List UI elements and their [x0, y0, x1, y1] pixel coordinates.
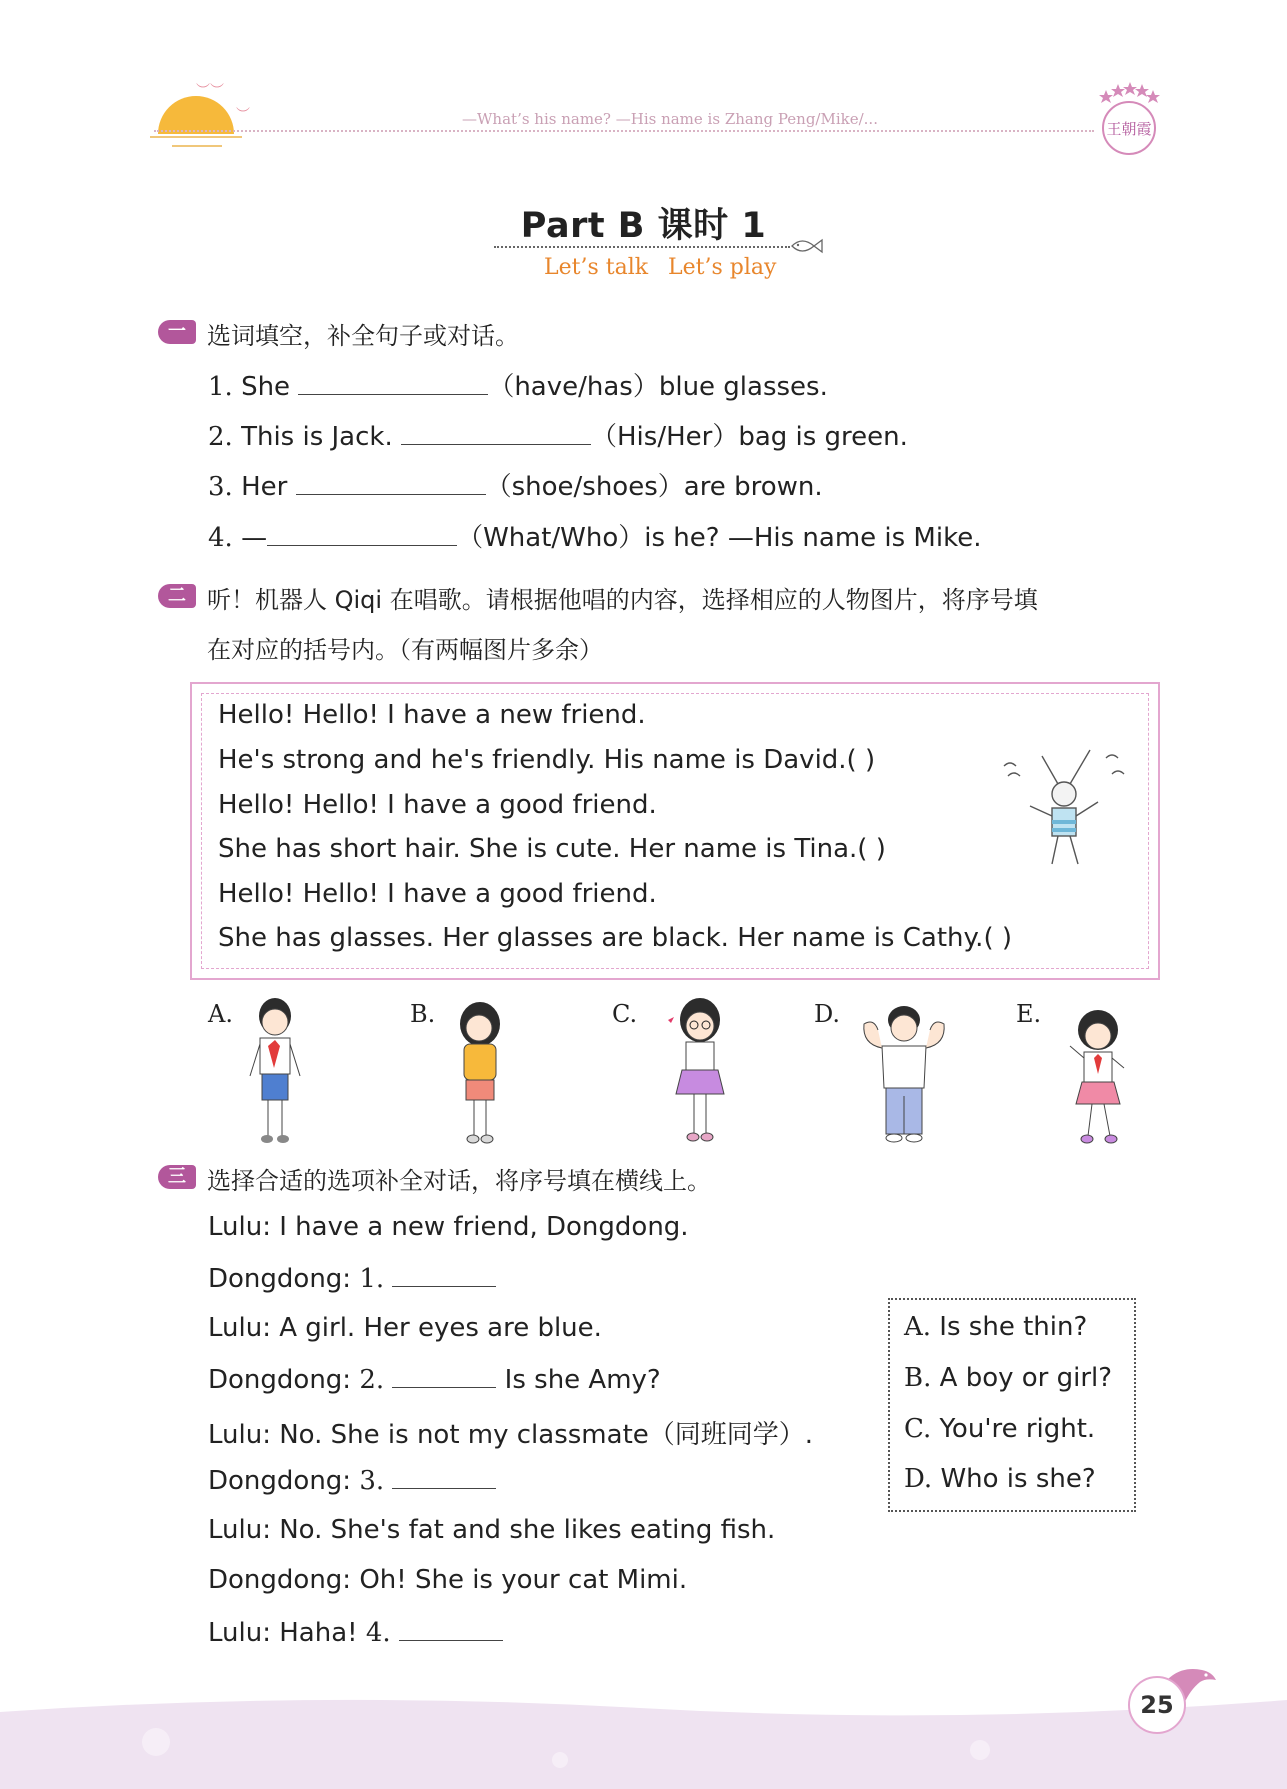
section-badge-3: 三 — [158, 1165, 196, 1189]
sun-horizon-line — [172, 145, 222, 147]
answer-blank[interactable] — [399, 1616, 503, 1641]
question-2: 2. This is Jack. （His/Her）bag is green. — [208, 422, 908, 452]
song-line: She has short hair. She is cute. Her name is Tina.( ) — [218, 834, 886, 864]
option-a: A. Is she thin? — [904, 1312, 1088, 1342]
strong-boy-figure-d-icon — [852, 1000, 956, 1148]
section-badge-1: 一 — [158, 320, 196, 344]
figure-label-d: D. — [814, 1000, 841, 1028]
page-title: Part B 课时 1 — [520, 206, 767, 246]
answer-blank[interactable] — [401, 420, 591, 445]
subtitle-lets-play: Let’s play — [668, 255, 777, 280]
girl-figure-e-icon — [1062, 1006, 1134, 1148]
section2-instruction-line2: 在对应的括号内。（有两幅图片多余） — [207, 636, 603, 664]
answer-blank[interactable] — [298, 370, 488, 395]
figure-label-b: B. — [410, 1000, 436, 1028]
song-line: She has glasses. Her glasses are black. Her name is Cathy.( ) — [218, 923, 1012, 953]
header-divider — [154, 130, 1094, 132]
song-line: Hello! Hello! I have a good friend. — [218, 879, 657, 909]
dialogue-line: Lulu: A girl. Her eyes are blue. — [208, 1313, 602, 1343]
dialogue-line-blank-2: Dongdong: 2. Is she Amy? — [208, 1365, 661, 1395]
dialogue-line-blank-1: Dongdong: 1. — [208, 1262, 496, 1294]
figure-label-c: C. — [612, 1000, 638, 1028]
page-number: 25 — [1128, 1676, 1186, 1734]
girl-figure-c-icon — [662, 994, 736, 1148]
figure-label-e: E. — [1016, 1000, 1042, 1028]
title-divider — [494, 246, 790, 248]
answer-blank[interactable] — [392, 1464, 496, 1489]
section2-instruction-line1: 听！机器人 Qiqi 在唱歌。请根据他唱的内容，选择相应的人物图片，将序号填 — [207, 586, 1038, 614]
option-d: D. Who is she? — [904, 1464, 1096, 1494]
question-4: 4. — （What/Who）is he? —His name is Mike. — [208, 523, 982, 553]
song-line: Hello! Hello! I have a good friend. — [218, 790, 657, 820]
answer-blank[interactable] — [296, 470, 486, 495]
sun-horizon-line — [150, 136, 242, 138]
dialogue-line-blank-3: Dongdong: 3. — [208, 1464, 496, 1496]
footer-wave — [0, 1690, 1287, 1789]
answer-blank[interactable] — [267, 521, 457, 546]
question-1: 1. She （have/has）blue glasses. — [208, 372, 828, 402]
figure-label-a: A. — [208, 1000, 233, 1028]
song-line: Hello! Hello! I have a new friend. — [218, 700, 646, 730]
song-line: He's strong and he's friendly. His name is David.( ) — [218, 745, 876, 775]
boy-figure-a-icon — [240, 994, 310, 1146]
answer-blank[interactable] — [392, 1363, 496, 1388]
bird-icon: ︶︶ — [196, 83, 224, 99]
dialogue-line: Dongdong: Oh! She is your cat Mimi. — [208, 1565, 688, 1595]
girl-figure-b-icon — [446, 998, 512, 1148]
answer-blank[interactable] — [392, 1262, 496, 1287]
fish-icon — [790, 236, 826, 256]
running-title: —What’s his name? —His name is Zhang Peng/Mike/... — [462, 110, 878, 128]
subtitle-lets-talk: Let’s talk — [544, 255, 649, 280]
dialogue-line: Lulu: I have a new friend, Dongdong. — [208, 1212, 689, 1242]
svg-text:王朝霞: 王朝霞 — [1106, 120, 1152, 138]
sun-decoration — [158, 96, 234, 134]
question-3: 3. Her （shoe/shoes）are brown. — [208, 472, 823, 502]
option-b: B. A boy or girl? — [904, 1363, 1113, 1393]
dialogue-line: Lulu: No. She's fat and she likes eating fish. — [208, 1515, 776, 1545]
section1-instruction: 选词填空，补全句子或对话。 — [207, 322, 519, 350]
dialogue-line: Lulu: No. She is not my classmate（同班同学）. — [208, 1420, 814, 1450]
section-badge-2: 二 — [158, 584, 196, 608]
section3-instruction: 选择合适的选项补全对话，将序号填在横线上。 — [207, 1167, 711, 1195]
dialogue-line-blank-4: Lulu: Haha! 4. — [208, 1616, 503, 1648]
publisher-badge-icon — [1092, 80, 1164, 160]
option-c: C. You're right. — [904, 1414, 1096, 1444]
bird-icon: ︶ — [236, 107, 250, 123]
robot-qiqi-icon — [994, 736, 1134, 876]
